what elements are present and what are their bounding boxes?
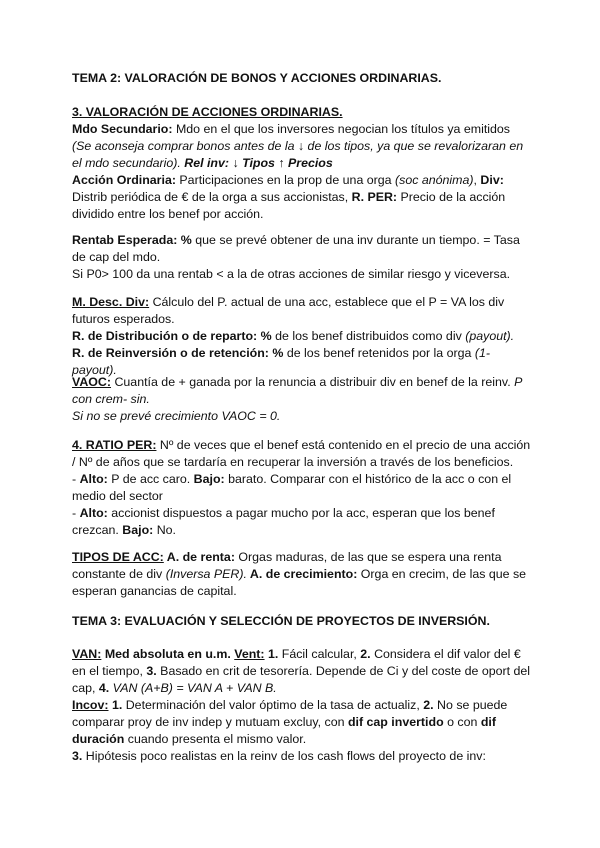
tema3-title: TEMA 3: EVALUACIÓN Y SELECCIÓN DE PROYECTOS DE INVERSIÓN.	[72, 614, 490, 628]
term-label: dif cap invertido	[347, 715, 444, 729]
term-label: Mdo Secundario:	[72, 122, 173, 136]
body-text: Considera el dif valor del € en el tiempo,	[72, 647, 521, 678]
van-vent-paragraph	[72, 646, 532, 697]
rentab-paragraph	[72, 232, 532, 266]
term-label: Med absoluta en u.m.	[101, 647, 235, 661]
body-text: Basado en crit de tesorería. Depende de Ci y del coste de oport del cap,	[72, 664, 531, 695]
term-label: M. Desc. Div:	[72, 295, 150, 309]
rentab-line2: Si P0> 100 da una rentab < a la de otras acciones de similar riesgo y viceversa.	[72, 267, 511, 281]
van-incov-3	[72, 748, 532, 765]
item-number: 2.	[360, 647, 371, 661]
term-label: Acción Ordinaria:	[72, 173, 176, 187]
dash: -	[72, 506, 80, 520]
italic-text: (Se aconseja comprar bonos antes de la ↓ de los tipos, ya que se revalorizaran en el mdo secundario).	[72, 139, 524, 170]
body-text: que se prevé obtener de una inv durante un tiempo. = Tasa de cap del mdo.	[72, 233, 520, 264]
tipos-paragraph	[72, 549, 532, 600]
body-text: Cálculo del P. actual de una acc, establece que el P = VA los div futuros esperados.	[72, 295, 505, 326]
term-label: Rentab Esperada:	[72, 233, 178, 247]
mdo-secundario-paragraph	[72, 121, 532, 172]
percent-sign: %	[177, 233, 192, 247]
tema3-title-block	[72, 613, 532, 630]
term-label: A. de renta:	[163, 550, 235, 564]
term-label: 4. RATIO PER:	[72, 438, 157, 452]
italic-text: (1-payout).	[72, 346, 491, 377]
ratio-alto2	[72, 505, 532, 539]
mdesc-paragraph	[72, 294, 532, 328]
body-text: barato. Comparar con el histórico de la acc o con el medio del sector	[72, 472, 512, 503]
vaoc-block	[72, 374, 532, 425]
italic-text: VAN (A+B) = VAN A + VAN B.	[109, 681, 277, 695]
body-text: cuando presenta el mismo valor.	[124, 732, 307, 746]
body-text: P de acc caro.	[107, 472, 194, 486]
body-text: Fácil calcular,	[278, 647, 361, 661]
body-text: accionist dispuestos a pagar mucho por la acc, esperan que los benef crezcan.	[72, 506, 495, 537]
body-text: de los benef distribuidos como div	[271, 329, 466, 343]
item-number: 4.	[98, 681, 110, 695]
body-text: No.	[153, 523, 176, 537]
term-label: dif duración	[72, 715, 496, 746]
item-number: 3.	[72, 749, 83, 763]
rel-inv-text: Rel inv: ↓ Tipos ↑ Precios	[180, 156, 333, 170]
body-text: Cuantía de + ganada por la renuncia a distribuir div en benef de la reinv.	[111, 375, 515, 389]
ratio-per-block	[72, 437, 532, 539]
tema2-title: TEMA 2: VALORACIÓN DE BONOS Y ACCIONES ORDINARIAS.	[72, 71, 442, 85]
term-label: R. PER:	[351, 190, 398, 204]
body-text: Participaciones en la prop de una orga	[175, 173, 396, 187]
distribucion-paragraph	[72, 328, 532, 345]
term-label: R. de Distribución o de reparto:	[72, 329, 258, 343]
italic-text: (soc anónima)	[395, 173, 474, 187]
body-text: No se puede comparar proy de inv indep y mutuam excluy, con	[72, 698, 508, 729]
percent-sign: %	[268, 346, 284, 360]
italic-text: P con crem- sin.	[72, 375, 522, 406]
rentab-esperada-block	[72, 232, 532, 283]
ratio-paragraph	[72, 437, 532, 471]
section-acciones-ordinarias	[72, 104, 532, 223]
italic-text: Si no se prevé crecimiento VAOC = 0.	[72, 409, 281, 423]
vaoc-paragraph	[72, 374, 532, 408]
body-text: Precio de la acción dividido entre los benef por acción.	[72, 190, 506, 221]
italic-text: (Inversa PER).	[165, 567, 247, 581]
body-text: Nº de veces que el benef está contenido en el precio de una acción / Nº de años que se tardaría en recuperar la inversión a través de los beneficios.	[72, 438, 531, 469]
item-number: 1.	[108, 698, 123, 712]
van-incov-paragraph	[72, 697, 532, 748]
accion-ordinaria-paragraph	[72, 172, 532, 223]
body-text: de los benef retenidos por la orga	[283, 346, 475, 360]
term-label: Vent:	[234, 647, 265, 661]
term-label: VAOC:	[72, 375, 112, 389]
item-number: 1.	[264, 647, 279, 661]
dash: -	[72, 472, 80, 486]
term-label: Bajo:	[193, 472, 225, 486]
tema2-title-block	[72, 70, 532, 87]
body-text: Hipótesis poco realistas en la reinv de los cash flows del proyecto de inv:	[82, 749, 486, 763]
body-text: Orgas maduras, de las que se espera una renta constante de div	[72, 550, 502, 581]
italic-text: (payout).	[465, 329, 515, 343]
percent-sign: %	[257, 329, 272, 343]
term-label: Div:	[480, 173, 504, 187]
term-label: TIPOS DE ACC:	[72, 550, 164, 564]
body-text: Distrib periódica de € de la orga a sus accionistas,	[72, 190, 352, 204]
term-label: Incov:	[72, 698, 109, 712]
body-text: Determinación del valor óptimo de la tasa de actualiz,	[122, 698, 424, 712]
ratio-alto1	[72, 471, 532, 505]
item-number: 2.	[423, 698, 434, 712]
body-text: o con	[443, 715, 481, 729]
body-text: Mdo en el que los inversores negocian los títulos ya emitidos	[172, 122, 510, 136]
term-label: R. de Reinversión o de retención:	[72, 346, 269, 360]
term-label: VAN:	[72, 647, 102, 661]
term-label: Bajo:	[122, 523, 154, 537]
body-text: ,	[473, 173, 481, 187]
term-label: Alto:	[79, 506, 108, 520]
tipos-acc-block	[72, 549, 532, 600]
mdesc-div-block	[72, 294, 532, 379]
term-label: Alto:	[79, 472, 108, 486]
section-heading: 3. VALORACIÓN DE ACCIONES ORDINARIAS.	[72, 105, 343, 119]
vaoc-line2	[72, 408, 532, 425]
term-label: A. de crecimiento:	[246, 567, 358, 581]
van-block	[72, 646, 532, 765]
body-text: Orga en crecim, de las que se esperan ganancias de capital.	[72, 567, 527, 598]
item-number: 3.	[146, 664, 157, 678]
